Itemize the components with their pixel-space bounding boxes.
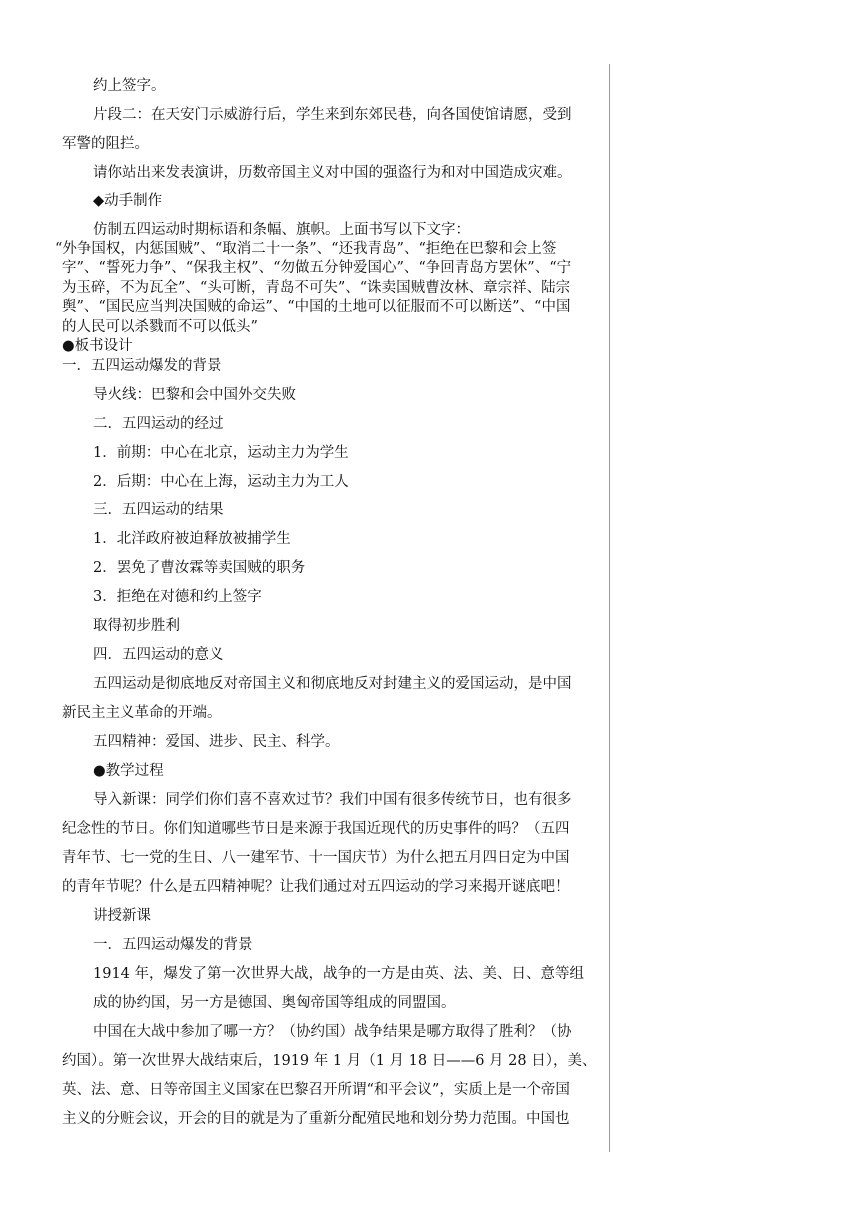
text-line: 请你站出来发表演讲，历数帝国主义对中国的强盗行为和对中国造成灾难。 [93,165,572,181]
text-line: 五四精神：爱国、进步、民主、科学。 [93,734,340,750]
text-line: 1．北洋政府被迫释放被捕学生 [93,531,291,547]
text-line: “外争国权，内惩国贼”、“取消二十一条”、“还我青岛”、“拒绝在巴黎和会上签 [55,241,557,257]
text-line: 一．五四运动爆发的背景 [93,937,253,953]
text-line: 三．五四运动的结果 [93,502,224,518]
text-line: 成的协约国，另一方是德国、奥匈帝国等组成的同盟国。 [93,995,456,1011]
text-line: 军警的阻拦。 [62,136,149,152]
text-line: 新民主主义革命的开端。 [62,705,222,721]
text-line: 2．后期：中心在上海，运动主力为工人 [93,474,349,490]
text-line: 五四运动是彻底地反对帝国主义和彻底地反对封建主义的爱国运动，是中国 [93,676,572,692]
text-line: 的青年节呢？什么是五四精神呢？让我们通过对五四运动的学习来揭开谜底吧！ [62,879,570,895]
text-line: 1914 年，爆发了第一次世界大战，战争的一方是由英、法、美、日、意等组 [93,966,585,982]
text-line: 四．五四运动的意义 [93,647,224,663]
text-line: 取得初步胜利 [93,618,180,634]
section-heading: ●教学过程 [93,763,164,779]
text-line: 1．前期：中心在北京，运动主力为学生 [93,445,349,461]
text-line: 青年节、七一党的生日、八一建军节、十一国庆节）为什么把五月四日定为中国 [62,850,570,866]
text-line: 约上签字。 [93,78,166,94]
text-line: 导入新课：同学们你们喜不喜欢过节？我们中国有很多传统节日，也有很多 [93,792,572,808]
text-line: 仿制五四运动时期标语和条幅、旗帜。上面书写以下文字： [93,222,470,238]
text-line: 为玉碎，不为瓦全”、“头可断，青岛不可失”、“诛卖国贼曹汝林、章宗祥、陆宗 [62,280,571,296]
text-line: 讲授新课 [93,908,151,924]
text-line: 3．拒绝在对德和约上签字 [93,589,262,605]
text-line: 字”、“誓死力争”、“保我主权”、“勿做五分钟爱国心”、“争回青岛方罢休”、“宁 [62,260,572,276]
section-heading: ◆动手制作 [93,193,163,209]
text-line: 英、法、意、日等帝国主义国家在巴黎召开所谓“和平会议”，实质上是一个帝国 [62,1082,570,1098]
text-line: 主义的分赃会议，开会的目的就是为了重新分配殖民地和划分势力范围。中国也 [62,1111,570,1127]
text-line: 中国在大战中参加了哪一方？（协约国）战争结果是哪方取得了胜利？（协 [93,1024,572,1040]
text-line: 二．五四运动的经过 [93,416,224,432]
text-line: 导火线：巴黎和会中国外交失败 [93,387,296,403]
text-line: 2．罢免了曹汝霖等卖国贼的职务 [93,560,306,576]
text-line: 约国）。第一次世界大战结束后，1919 年 1 月（1 月 18 日——6 月 28 日），美、 [62,1053,597,1069]
column-divider [609,64,610,1152]
text-line: 纪念性的节日。你们知道哪些节日是来源于我国近现代的历史事件的吗？（五四 [62,821,570,837]
text-line: 的人民可以杀戮而不可以低头” [62,319,258,335]
section-heading: ●板书设计 [62,338,133,354]
text-line: 片段二：在天安门示威游行后，学生来到东郊民巷，向各国使馆请愿，受到 [93,107,572,123]
text-line: 一．五四运动爆发的背景 [62,358,222,374]
text-line: 舆”、“国民应当判决国贼的命运”、“中国的土地可以征服而不可以断送”、“中国 [62,299,571,315]
